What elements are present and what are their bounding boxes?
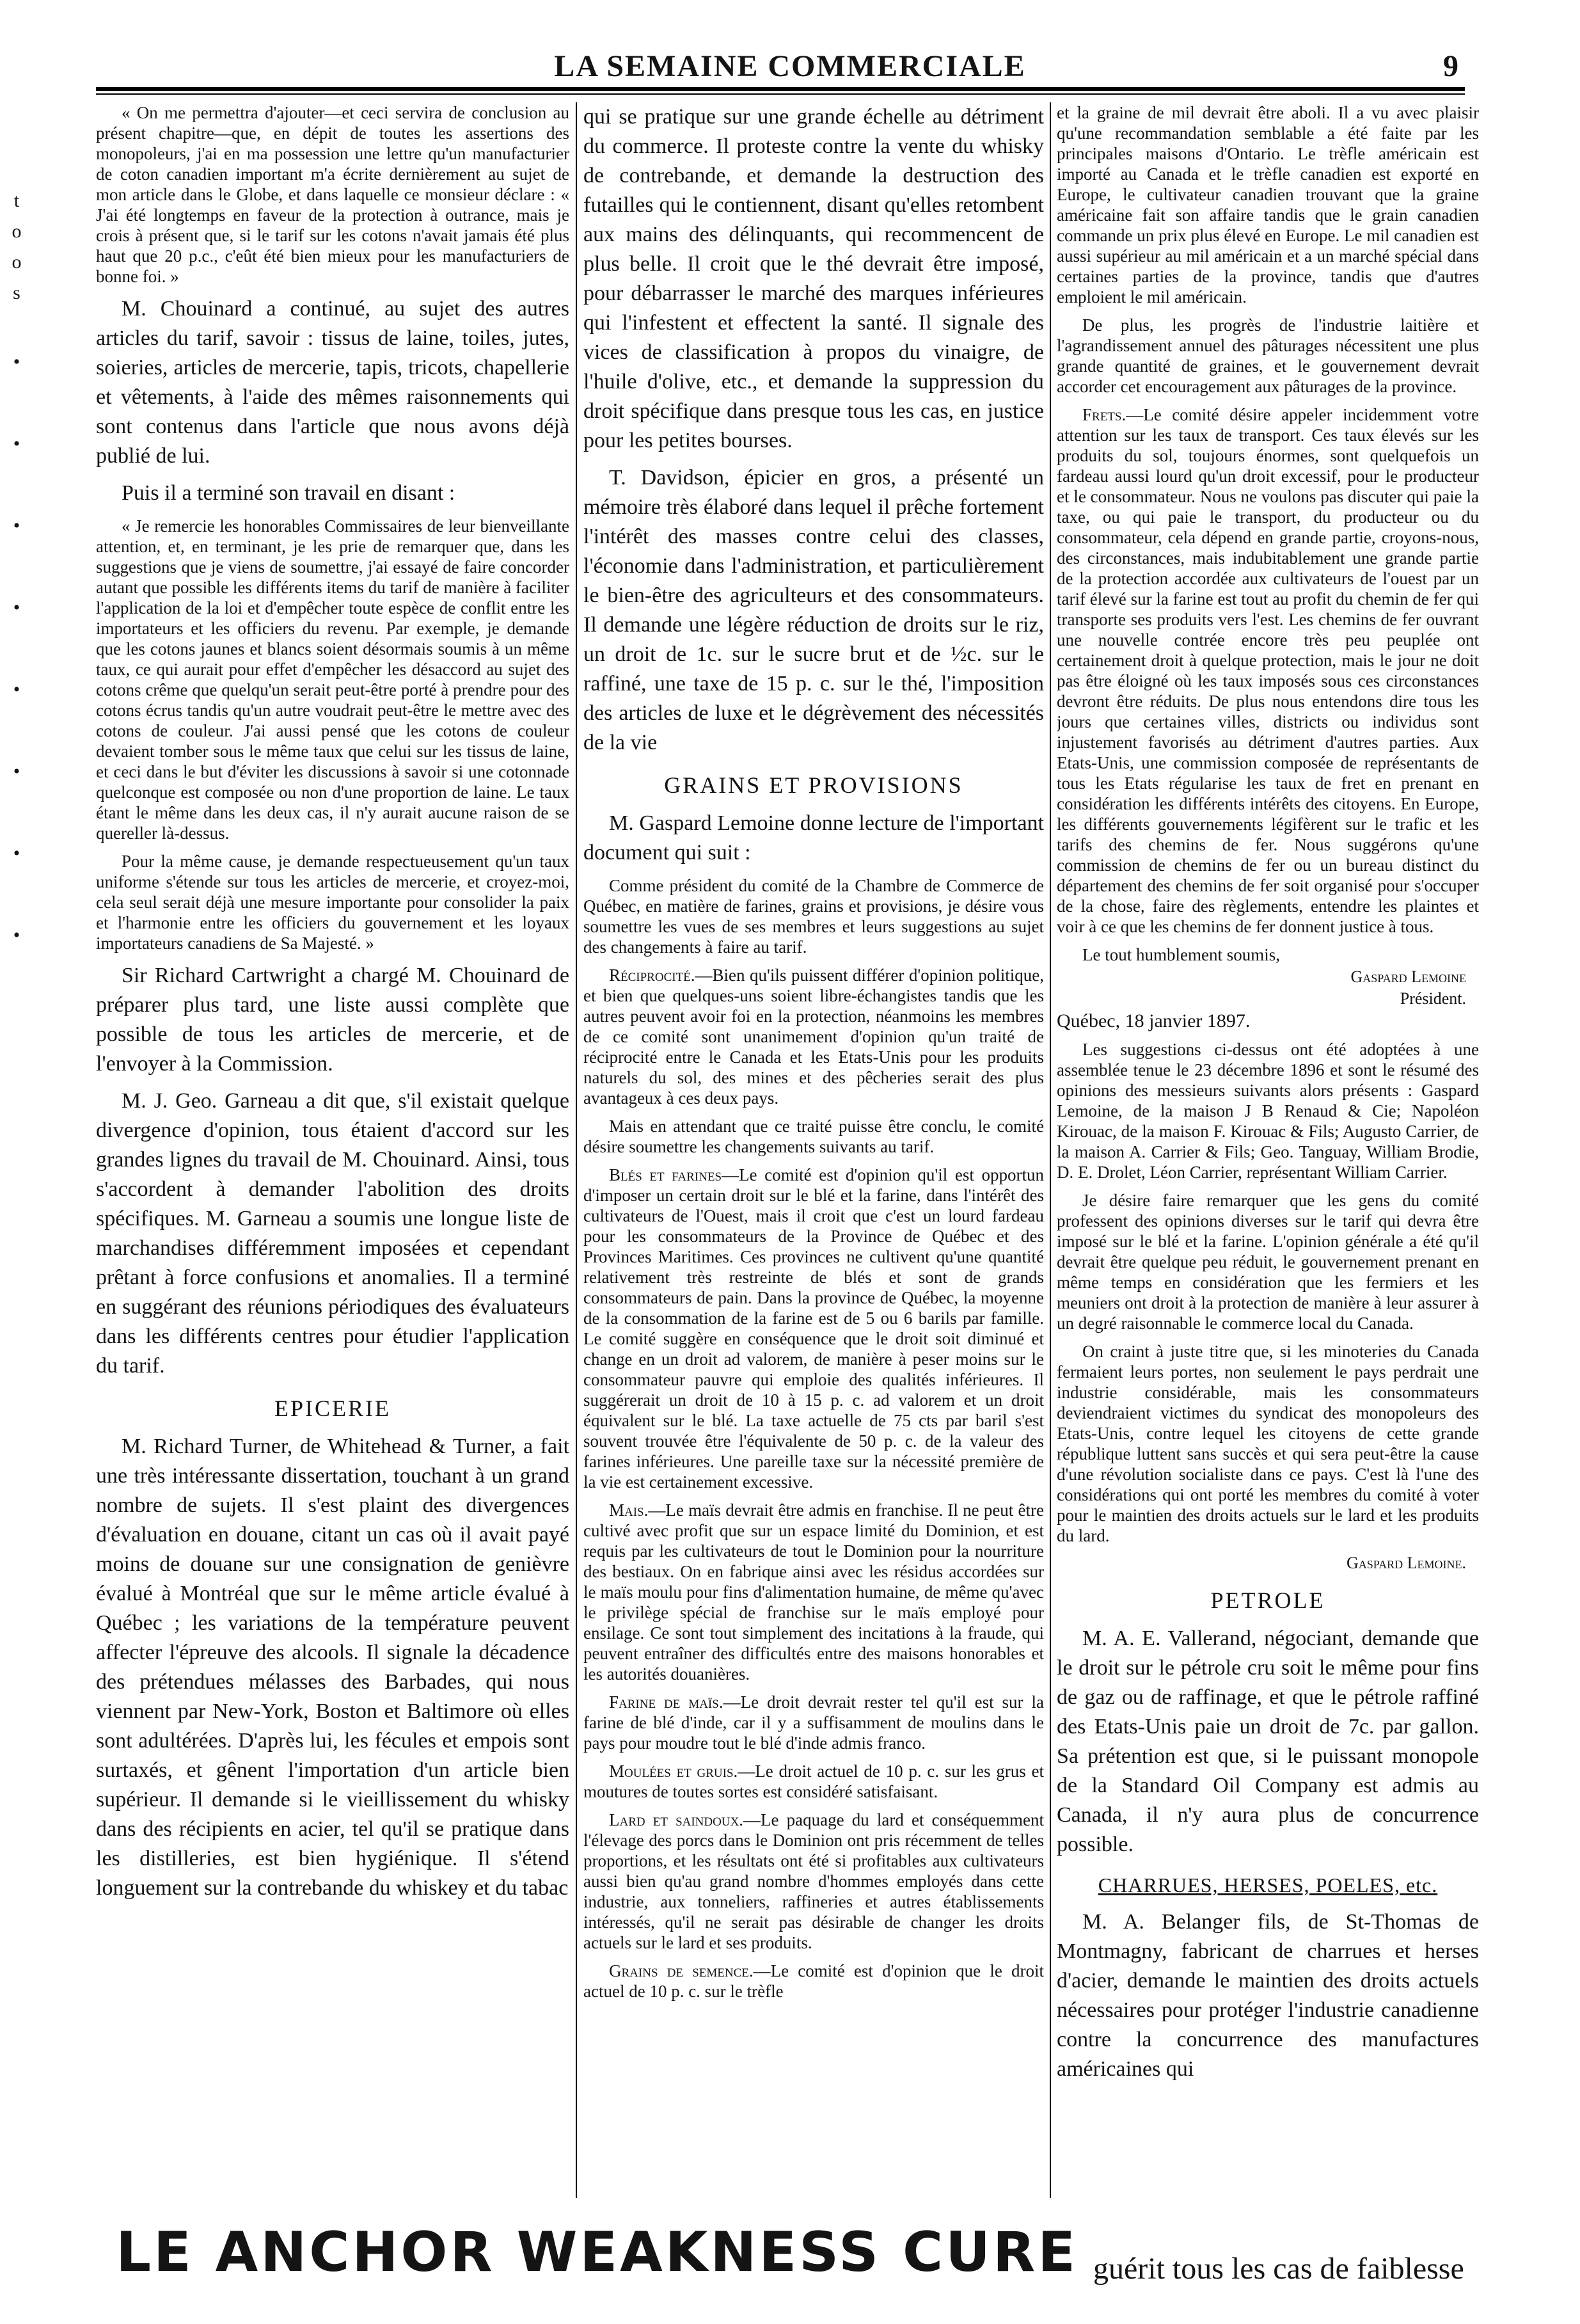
page-header (0, 45, 1580, 83)
margin-mark: o (12, 251, 22, 273)
document-paragraph: Je désire faire remarquer que les gens du comité professent des opinions diverses sur le tarif qui devra être imposé sur le blé et la farine. L'opinion générale a été qu'il devrait être quelque peu réduit, le gouvernement prenant en même temps en considération que les fermiers et les meuniers ont droit à la protection de manière à leur assurer à un degré raisonnable le commerce local du Canada. (1057, 1191, 1479, 1333)
margin-mark: • (13, 433, 20, 454)
article-paragraph: M. Richard Turner, de Whitehead & Turner, a fait une très intéressante dissertation, touchant à un grand nombre de sujets. Il s'est plaint des divergences d'évaluation en douane, citant un cas où il avait payé moins de douane sur une consignation de genièvre évalué à Montréal que sur le même article évalué à Québec ; les variations de la température peuvent affecter l'épreuve des alcools. Il signale la décadence des prétendues mélasses des Barbades, qui nous viennent par New-York, Boston et Baltimore où elles sont adultérées. D'après lui, les fécules et empois sont surtaxés, et gênent l'importation d'un article bien supérieur. Il demande si le vieillissement du whisky dans des récipients en acier, tel qu'il se pratique dans les distilleries, est bien hygiénique. Il s'étend longuement sur la contrebande du whiskey et du tabac (96, 1435, 569, 1900)
article-paragraph: T. Davidson, épicier en gros, a présenté un mémoire très élaboré dans lequel il prêche fortement l'intérêt des masses contre celui des classes, l'économie dans l'administration, et particulièrement le bien-être des agriculteurs et des consommateurs. Il demande une légère réduction de droits sur le riz, un droit de 1c. sur le sucre brut et de ½c. sur le raffiné, une taxe de 15 p. c. sur le thé, l'imposition des articles de luxe et le dégrèvement des nécessités de la vie (583, 466, 1044, 754)
document-paragraph: Grains de semence.—Le comité est d'opinion que le droit actuel de 10 p. c. sur le trèfle (583, 1961, 1044, 2001)
section-heading-epicerie: EPICERIE (274, 1396, 391, 1421)
document-paragraph: Comme président du comité de la Chambre de Commerce de Québec, en matière de farines, grains et provisions, je désire vous soumettre les vues de ses membres et leurs suggestions au sujet des changements à faire au tarif. (583, 876, 1044, 957)
page-number: 9 (1443, 49, 1458, 83)
margin-marks (4, 186, 29, 951)
document-paragraph: Frets.—Le comité désire appeler incidemment votre attention sur les taux de transport. Ces taux élevés sur les produits du sol, toujours énormes, sont quelquefois un fardeau aussi lourd qu'un droit excessif, pour le producteur et le consommateur. Nous ne voulons pas discuter qui paie la taxe, ou qui paie le transport, du producteur ou du consommateur, cela dépend en grande partie, croyons-nous, des circonstances, mais indubitablement une grande partie de la protection accordée aux cultivateurs de l'ouest par un tarif élevé sur la farine est tout au profit du chemin de fer qui transporte ses produits vers l'est. Les chemins de fer ouvrant une nouvelle contrée encore très peu peuplée ont certainement droit à quelque protection, mais le jour ne doit pas être éloigné où les taux imposés sous ces circonstances devront être réduits. De plus nous entendons dire tous les jours que certaines villes, districts ou individus sont injustement favorisés au détriment d'autres parties. Aux Etats-Unis, une commission composée de représentants de tous les Etats régularise les taux de fret en prenant en considération les différents intérêts des citoyens. En Europe, les différents gouvernements légifèrent sur le trafic et les tarifs des chemins de fer. Nous suggérons qu'une commission de chemins de fer ou un bureau distinct du département des chemins de fer soit organisé pour s'occuper de la chose, faire des règlements, entendre les plaintes et voir à ce que les chemins de fer donnent justice à tous. (1057, 405, 1479, 936)
paragraph-label: Mais. (609, 1500, 649, 1520)
dateline: Québec, 18 janvier 1897. (1057, 1010, 1251, 1031)
margin-mark: • (13, 843, 20, 864)
signature-title: Président. (1400, 989, 1466, 1008)
column-rule (576, 102, 577, 2198)
quoted-paragraph: Pour la même cause, je demande respectueusement qu'un taux uniforme s'étende sur tous les articles de mercerie, et croyez-moi, cela seul serait déjà une mesure importante pour consolider la paix et l'harmonie entre les officiers du gouvernement et les loyaux importateurs canadiens de Sa Majesté. » (96, 852, 569, 953)
article-paragraph: M. J. Geo. Garneau a dit que, s'il existait quelque divergence d'opinion, tous étaient d'accord sur les grandes lignes du travail de M. Chouinard. Ainsi, tous s'accordent à demander l'abolition des droits spécifiques. M. Garneau a soumis une longue liste de marchandises différemment imposées et cependant prêtant à force confusions et anomalies. Il a terminé en suggérant des réunions périodiques des évaluateurs dans les différents centres pour étudier l'application du tarif. (96, 1089, 569, 1378)
section-heading-petrole: PETROLE (1210, 1588, 1325, 1613)
header-rule (96, 87, 1465, 91)
column-3 (1057, 102, 1479, 2209)
document-paragraph: Blés et farines—Le comité est d'opinion qu'il est opportun d'imposer un certain droit sur le blé et la farine, dans l'intérêt des cultivateurs de l'Ouest, mais il croit que c'est un lourd fardeau pour les consommateurs de la Province de Québec et des Provinces Maritimes. Ces provinces ne cultivent qu'une quantité relativement très restreinte de blés et sont de grands consommateurs de pain. Dans la province de Québec, la moyenne de la consommation de la farine est de 5 ou 6 barils par famille. Le comité suggère en conséquence que le droit soit diminué et change en un droit ad valorem, de manière à peser moins sur le consommateur pauvre qui emploie des qualités inférieures. Il suggérerait un droit de 10 à 15 p. c. ad valorem et un droit équivalent sur le blé. La taxe actuelle de 75 cts par baril s'est souvent trouvée être l'équivalente de 50 p. c. de la valeur des farines inférieures. Une pareille taxe sur la nécessité première de la vie est certainement excessive. (583, 1165, 1044, 1492)
margin-mark: t (13, 190, 20, 211)
column-1 (96, 102, 569, 2209)
signature: Gaspard Lemoine (1350, 967, 1466, 986)
advertisement-title: LE ANCHOR WEAKNESS CURE (116, 2220, 1078, 2284)
section-heading-charrues: CHARRUES, HERSES, POELES, etc. (1098, 1874, 1438, 1897)
margin-mark: • (13, 515, 20, 536)
paragraph-label: Moulées et gruis. (609, 1762, 738, 1781)
margin-mark: • (13, 761, 20, 782)
article-paragraph: qui se pratique sur une grande échelle au détriment du commerce. Il proteste contre la vente du whisky de contrebande, et demande la destruction des futailles qui le contiennent, disant qu'elles retombent aux mains des délinquants, qui recommencent de plus belle. Il croit que le thé devrait être imposé, pour débarrasser le marché des marques inférieures qui l'infestent et effectent la santé. Il signale des vices de classification à propos du vinaigre, de l'huile d'olive, etc., et demande la suppression du droit spécifique dans presque tous les cas, en justice pour les petites bourses. (583, 105, 1044, 452)
quoted-paragraph: « On me permettra d'ajouter—et ceci servira de conclusion au présent chapitre—que, en dépit de toutes les assertions des monopoleurs, j'ai en ma possession une lettre qu'un manufacturier de coton canadien important m'a écrite dernièrement au sujet de mon article dans le Globe, et dans laquelle ce monsieur déclare : « J'ai été longtemps en faveur de la protection à outrance, mais je crois à présent que, si le tarif sur les cotons n'avait jamais été plus haut que 20 p.c., c'eût été bien mieux pour les manufacturiers de bonne foi. » (96, 103, 569, 286)
column-rule (1050, 102, 1051, 2198)
article-paragraph: M. A. Belanger fils, de St-Thomas de Montmagny, fabricant de charrues et herses d'acier, demande le maintien des droits actuels nécessaires pour protéger l'industrie canadienne contre la concurrence des manufactures américaines qui (1057, 1910, 1479, 2081)
document-paragraph: et la graine de mil devrait être aboli. Il a vu avec plaisir qu'une recommandation semblable a été faite par les principales maisons d'Ontario. Le trèfle américain est importé au Canada et le trèfle canadien est exporté en Europe, le cultivateur canadien trouvant que la graine américaine fait son affaire tandis que le grain canadien commande un prix plus élevé en Europe. Le mil canadien est aussi supérieur au mil américain et a un marché spécial dans certaines parties de la province, tandis que d'autres emploient le mil américain. (1057, 103, 1479, 306)
document-paragraph: Mais.—Le maïs devrait être admis en franchise. Il ne peut être cultivé avec profit que sur un espace limité du Dominion, et est requis par les cultivateurs de tout le Dominion pour la nourriture des bestiaux. On en fabrique ainsi avec les résidus accordées sur le maïs moulu pour fins d'alimentation humaine, de même qu'avec le privilège spécial de franchise sur le maïs employé pour ensilage. Ce sont tout simplement des incitations à la fraude, qui peuvent entraîner des difficultés entre des maisons honorables et les autorités douanières. (583, 1500, 1044, 1683)
paragraph-label: Réciprocité. (609, 966, 695, 985)
paragraph-label: Farine de maïs. (609, 1692, 723, 1712)
document-paragraph: Les suggestions ci-dessus ont été adoptées à une assemblée tenue le 23 décembre 1896 et sont le résumé des opinions des messieurs suivants alors présents : Gaspard Lemoine, de la maison J B Renaud & Cie; Napoléon Kirouac, de la maison F. Kirouac & Fils; Augusto Carrier, de la maison A. Carrier & Fils; Geo. Tanguay, William Brodie, D. E. Drolet, Léon Carrier, représentant William Carrier. (1057, 1040, 1479, 1182)
paragraph-label: Grains de semence. (609, 1961, 754, 1980)
article-paragraph: Puis il a terminé son travail en disant : (122, 481, 455, 505)
paragraph-label: Frets. (1082, 405, 1126, 424)
margin-mark: • (13, 597, 20, 618)
margin-mark: • (13, 351, 20, 372)
signature: Gaspard Lemoine. (1346, 1554, 1466, 1572)
article-paragraph: Sir Richard Cartwright a chargé M. Chouinard de préparer plus tard, une liste aussi complète que possible de tous les articles de mercerie, et de l'envoyer à la Commission. (96, 964, 569, 1076)
margin-mark: • (13, 679, 20, 700)
document-paragraph: Réciprocité.—Bien qu'ils puissent différer d'opinion politique, et bien que quelques-uns soient libre-échangistes tandis que les autres peuvent avoir foi en la protection, néanmoins les membres de ce comité sont unanimement d'opinion qu'un traité de réciprocité entre le Canada et les Etats-Unis pour les produits naturels du sol, des mines et des pêcheries serait des plus avantageux à ces deux pays. (583, 966, 1044, 1108)
article-paragraph: M. Gaspard Lemoine donne lecture de l'important document qui suit : (583, 811, 1044, 864)
header-rule-thin (96, 93, 1465, 95)
paragraph-label: Lard et saindoux. (609, 1810, 744, 1829)
margin-mark: s (13, 282, 20, 303)
publication-title: LA SEMAINE COMMERCIALE (554, 49, 1026, 83)
document-paragraph: Mais en attendant que ce traité puisse être conclu, le comité désire soumettre les changements suivants au tarif. (583, 1117, 1044, 1156)
document-paragraph: On craint à juste titre que, si les minoteries du Canada fermaient leurs portes, non seulement le pays perdrait une industrie considérable, mais les consommateurs deviendraient victimes du syndicat des monopoleurs des Etats-Unis, contre lequel les citoyens de cette grande république luttent sans succès et qui sera peut-être la cause d'une révolution socialiste dans ce pays. C'est là l'une des considérations qui ont porté les membres du comité à voter pour le maintien des droits actuels sur le lard et les produits du lard. (1057, 1342, 1479, 1545)
footer-advertisement (0, 2220, 1580, 2286)
document-paragraph: De plus, les progrès de l'industrie laitière et l'agrandissement annuel des pâturages nécessitent une plus grande quantité de graines, et le gouvernement devrait accorder cet encouragement aux pâturages de la province. (1057, 315, 1479, 396)
column-2 (583, 102, 1044, 2209)
quoted-paragraph: « Je remercie les honorables Commissaires de leur bienveillante attention, et, en terminant, je les prie de remarquer que, dans les suggestions que je viens de soumettre, j'ai essayé de faire concorder autant que possible les différents items du tarif de manière à faciliter l'application de la loi et d'empêcher toute espèce de conflit entre les importateurs et les officiers du revenu. Par exemple, je demande que les cotons jaunes et blancs soient désormais soumis à un même taux, ce qui aurait pour effet d'empêcher les désaccord au sujet des cotons crême que quelqu'un serait peut-être porté à prendre pour des cotons écrus tandis qu'un autre voudrait peut-être le mettre avec des cotons de couleur. J'ai aussi pensé que les cotons de couleur devaient tomber sous le même taux que celui sur les tissus de laine, et ceci dans le but d'éviter les discussions à savoir si une cotonnade quelconque est composée ou non d'une proportion de laine. Le taux étant le même dans les deux cas, il n'y aurait aucune raison de se quereller là-dessus. (96, 516, 569, 843)
advertisement-text: guérit tous les cas de faiblesse (1093, 2251, 1464, 2286)
document-paragraph: Moulées et gruis.—Le droit actuel de 10 p. c. sur les grus et moutures de toutes sortes est considéré satisfaisant. (583, 1762, 1044, 1801)
paragraph-label: Blés et farines (609, 1165, 722, 1184)
document-paragraph: Lard et saindoux.—Le paquage du lard et conséquemment l'élevage des porcs dans le Dominion ont pris récemment de telles proportions, et les résultats ont été si profitables aux cultivateurs aussi bien qu'au grand nombre d'hommes employés dans cette industrie, aux tonneliers, raffineries et autres établissements intéressés, qu'il ne serait pas désirable de changer les droits actuels sur le lard et ses produits. (583, 1810, 1044, 1952)
article-paragraph: M. A. E. Vallerand, négociant, demande que le droit sur le pétrole cru soit le même pour fins de gaz ou de raffinage, et que le pétrole raffiné des Etats-Unis paie un droit de 7c. par gallon. Sa prétention est que, si le puissant monopole de la Standard Oil Company est admis au Canada, il n'y aura plus de concurrence possible. (1057, 1627, 1479, 1856)
section-heading-grains: GRAINS ET PROVISIONS (664, 772, 963, 798)
closing-line: Le tout humblement soumis, (1082, 945, 1280, 964)
margin-mark: o (12, 221, 22, 242)
margin-mark: • (13, 925, 20, 946)
document-paragraph: Farine de maïs.—Le droit devrait rester tel qu'il est sur la farine de blé d'inde, car il y a suffisamment de moulins dans le pays pour moudre tout le blé d'inde admis franco. (583, 1692, 1044, 1753)
article-paragraph: M. Chouinard a continué, au sujet des autres articles du tarif, savoir : tissus de laine, toiles, jutes, soieries, articles de mercerie, tapis, tricots, chapellerie et vêtements, à l'aide des mêmes raisonnements qui sont contenus dans l'article que nous avons déjà publié de lui. (96, 297, 569, 468)
